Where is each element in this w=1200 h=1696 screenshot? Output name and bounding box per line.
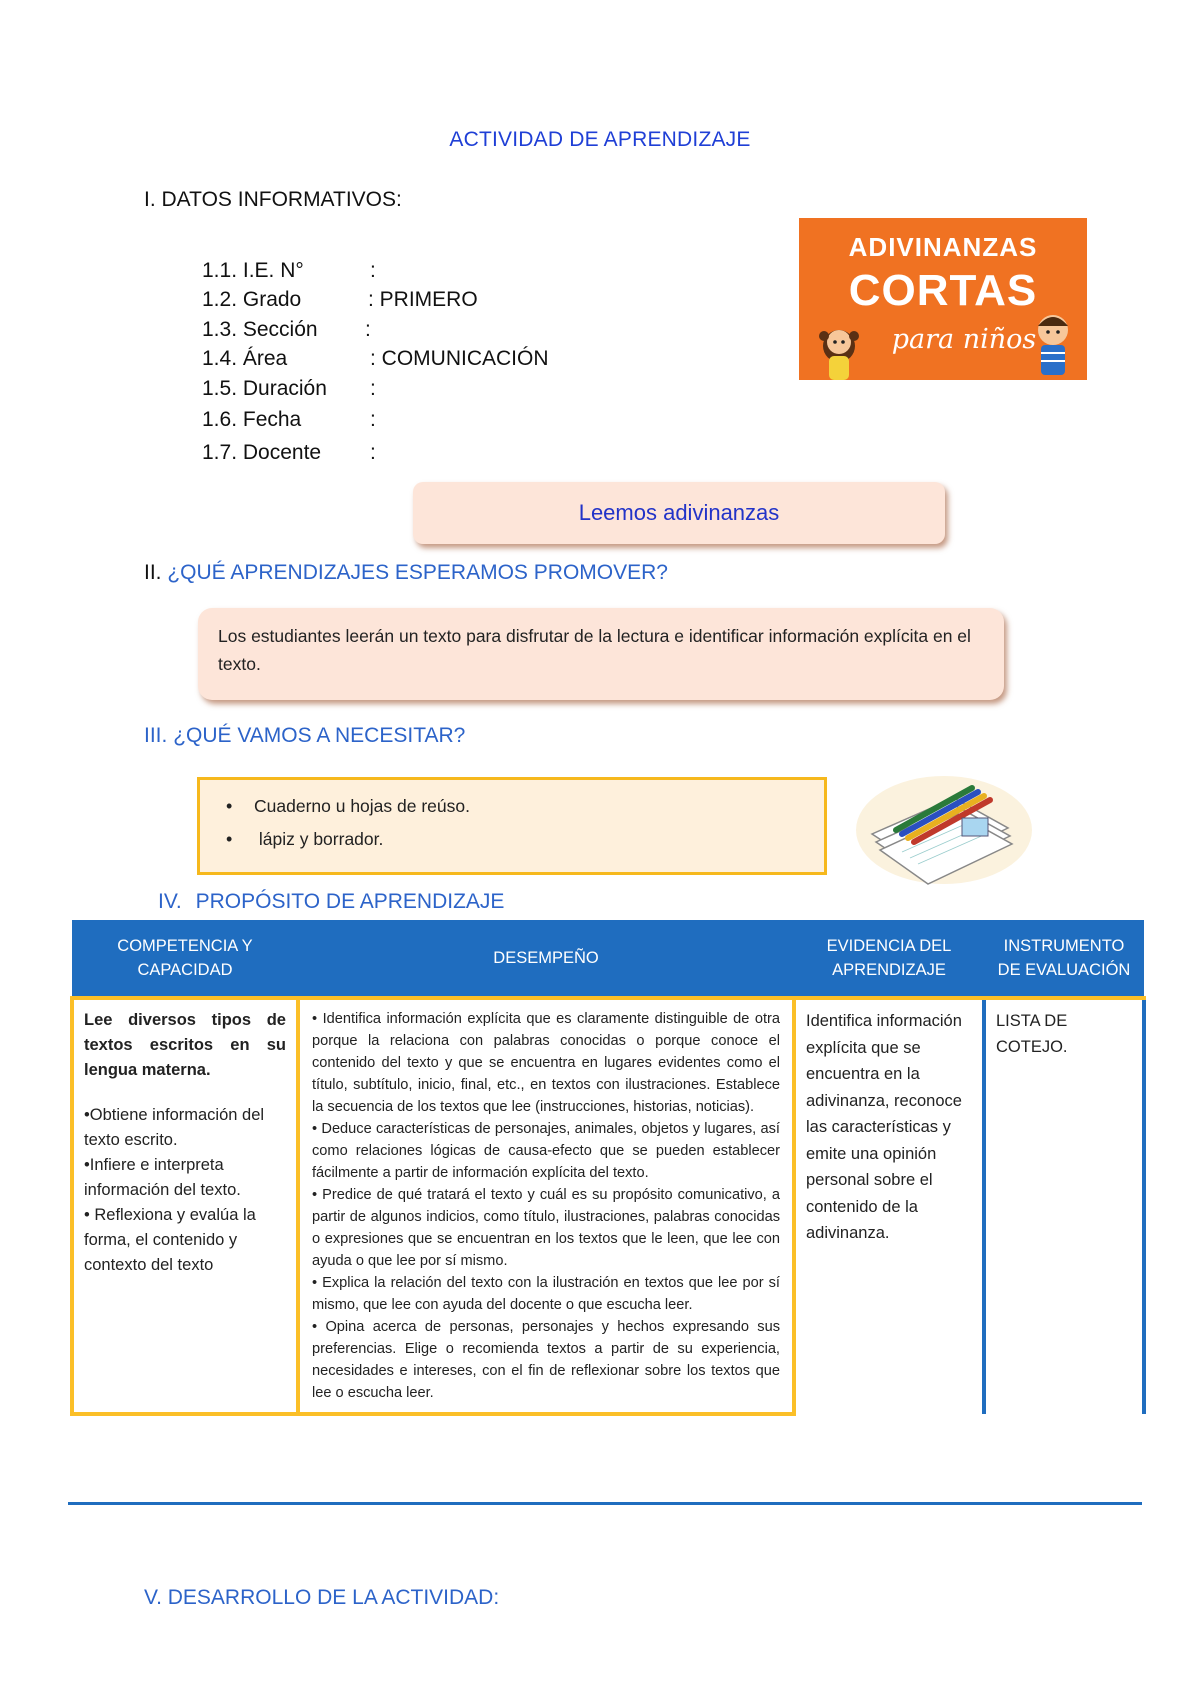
info-value: : PRIMERO (368, 288, 478, 311)
instrumento-text: LISTA DE COTEJO. (996, 1012, 1068, 1056)
info-grado (202, 288, 478, 312)
info-label: 1.1. I.E. N° (202, 259, 304, 282)
info-label: 1.5. Duración (202, 377, 327, 400)
info-label: 1.4. Área (202, 347, 288, 370)
instrumento-cell (984, 998, 1144, 1414)
capacidad-item: •Infiere e interpreta información del texto. (84, 1156, 241, 1199)
column-header: COMPETENCIA Y CAPACIDAD (72, 920, 298, 998)
table-header-row (72, 920, 1144, 998)
banner-line1: ADIVINANZAS (848, 232, 1038, 262)
info-value: : (365, 318, 371, 341)
bullet-icon: • (226, 829, 233, 849)
info-docente (202, 441, 376, 465)
capacidad-item: • Reflexiona y evalúa la forma, el contenido y contexto del texto (84, 1206, 256, 1274)
document-title: ACTIVIDAD DE APRENDIZAJE (449, 128, 751, 151)
section-title: ¿QUÉ APRENDIZAJES ESPERAMOS PROMOVER? (167, 561, 668, 584)
info-value: : COMUNICACIÓN (370, 347, 549, 370)
section-title: ¿QUÉ VAMOS A NECESITAR? (173, 724, 466, 747)
proposito-table (70, 920, 1146, 1416)
section-proposito-heading (158, 890, 504, 914)
column-header: DESEMPEÑO (298, 920, 794, 998)
info-label: 1.3. Sección (202, 318, 318, 341)
info-label: 1.7. Docente (202, 441, 322, 464)
desempeno-item: • Predice de qué tratará el texto y cuál es su propósito comunicativo, a partir de algunos indicios, como título, ilustraciones, palabras conocidas o expresiones que se encuentran en los textos que le leen, que lee con ayuda o que lee por sí mismo. (312, 1187, 780, 1269)
desempeno-item: • Deduce características de personajes, animales, objetos y lugares, así como relaciones lógicas de causa-efecto que se pueden establecer fácilmente a partir de información explícita del texto. (312, 1121, 780, 1181)
info-duracion (202, 377, 376, 401)
notebook-pencils-icon (852, 758, 1034, 888)
evidencia-text: Identifica información explícita que se encuentra en la adivinanza, reconoce las características y emite una opinión personal sobre el contenido de la adivinanza. (806, 1012, 962, 1242)
competencia-cell (72, 998, 298, 1414)
activity-name-box (413, 482, 945, 544)
info-seccion (202, 318, 371, 342)
materials-list (226, 790, 470, 856)
info-value: : (370, 441, 376, 464)
info-fecha (202, 408, 376, 432)
desempeno-item: • Identifica información explícita que es claramente distinguible de otra porque la relaciona con palabras conocidas o porque conoce el contenido del texto y que se encuentra en lugares evidentes como el título, subtítulo, inicio, final, etc., en textos con ilustraciones. Establece la secuencia de los textos que lee (instrucciones, historias, noticias). (312, 1011, 780, 1115)
evidencia-cell (794, 998, 984, 1414)
adivinanzas-banner-image (799, 218, 1087, 380)
banner-line3: para niños (891, 324, 1037, 355)
aprendizajes-text: Los estudiantes leerán un texto para disfrutar de la lectura e identificar información explícita en el texto. (218, 626, 971, 674)
desempeno-item: • Opina acerca de personas, personajes y hechos expresando sus preferencias. Elige o recomienda textos a partir de su experiencia, necesidades e intereses, con el fin de reflexionar sobre los textos que lee o escucha leer. (312, 1319, 780, 1401)
bullet-icon: • (226, 796, 233, 816)
info-label: 1.2. Grado (202, 288, 302, 311)
desempeno-cell (298, 998, 794, 1414)
capacidad-item: •Obtiene información del texto escrito. (84, 1106, 265, 1149)
table-bottom-rule (68, 1502, 1142, 1505)
section-title: PROPÓSITO DE APRENDIZAJE (195, 890, 505, 913)
info-value: : (370, 408, 376, 431)
info-value: : (370, 377, 376, 400)
column-header: EVIDENCIA DEL APRENDIZAJE (794, 920, 984, 998)
desempeno-item: • Explica la relación del texto con la ilustración en textos que lee por sí mismo, que lee con ayuda del docente o que escucha leer. (312, 1275, 780, 1313)
info-label: 1.6. Fecha (202, 408, 302, 431)
activity-name: Leemos adivinanzas (578, 500, 780, 525)
competencia-text: Lee diversos tipos de textos escritos en su lengua materna. (84, 1011, 286, 1079)
banner-line2: CORTAS (848, 266, 1038, 315)
list-item: • lápiz y borrador. (226, 823, 470, 856)
cartoon-kids-icon (799, 218, 1087, 380)
list-item: • Cuaderno u hojas de reúso. (226, 790, 470, 823)
section-number: II. (144, 561, 162, 584)
aprendizajes-box (198, 608, 1004, 700)
materials-box (197, 777, 827, 875)
section-necesitar-heading (144, 724, 465, 748)
info-ie (202, 259, 376, 283)
table-row (72, 998, 1144, 1414)
column-header: INSTRUMENTO DE EVALUACIÓN (984, 920, 1144, 998)
section-desarrollo-heading: V. DESARROLLO DE LA ACTIVIDAD: (144, 1586, 500, 1609)
info-value: : (370, 259, 376, 282)
section-number: IV. (158, 890, 182, 913)
section-aprendizajes-heading (144, 561, 668, 585)
info-area (202, 347, 549, 371)
section-datos-heading: I. DATOS INFORMATIVOS: (144, 188, 402, 211)
section-number: III. (144, 724, 168, 747)
